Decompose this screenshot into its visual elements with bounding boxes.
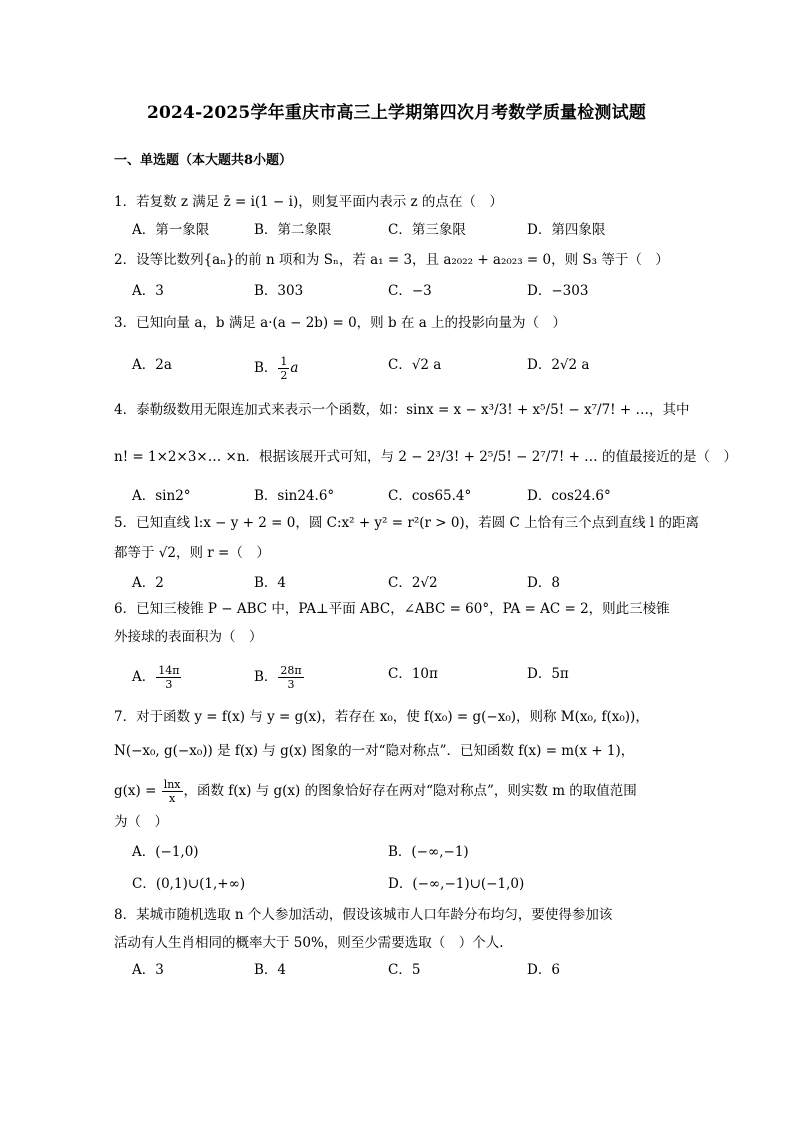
q8-option-d[interactable]: D．6 (527, 962, 560, 978)
section-heading: 一、单选题（本大题共8小题） (114, 153, 293, 168)
question-7-line-3: g(x) = $\frac{\ln x}{x}$ ，函数 f(x) 与 g(x) 的图象恰好存在两对“隐对称点”，则实数 m 的取值范围 (114, 778, 637, 805)
question-7-line-2: N(−x₀, g(−x₀)) 是 f(x) 与 g(x) 图象的一对“隐对称点”．已知函数 f(x) = m(x + 1)， (114, 743, 635, 759)
q4-option-c[interactable]: C．cos65.4° (388, 488, 472, 504)
q2-option-d[interactable]: D．−303 (527, 283, 589, 299)
q2-option-c[interactable]: C．−3 (388, 283, 432, 299)
question-3: 3．已知向量 a，b 满足 a·(a − 2b) = 0，则 b 在 a 上的投影向量为（ ） (114, 315, 567, 331)
q8-option-b[interactable]: B．4 (254, 962, 287, 978)
q6-option-b[interactable]: B． $\frac{28\pi}{3}$ (254, 664, 302, 691)
q3-b-fraction: $\frac{1}{2}$ (280, 355, 288, 382)
question-7-line-4: 为（ ） (114, 814, 168, 830)
q6-option-a[interactable]: A． $\frac{14\pi}{3}$ (132, 664, 180, 691)
q6-b-fraction: $\frac{28\pi}{3}$ (280, 664, 302, 691)
q6-option-c[interactable]: C．10π (388, 666, 438, 682)
q7-g-fraction: $\frac{\ln x}{x}$ (163, 778, 181, 805)
question-6-line-1: 6．已知三棱锥 P − ABC 中，PA⊥平面 ABC，∠ABC = 60°，PA = AC = 2，则此三棱锥 (114, 601, 670, 617)
q4-option-b[interactable]: B．sin24.6° (254, 488, 335, 504)
q2-option-a[interactable]: A．3 (132, 283, 164, 299)
q2-option-b[interactable]: B．303 (254, 283, 304, 299)
q3-option-c[interactable]: C．√2 a (388, 357, 442, 373)
q5-option-b[interactable]: B．4 (254, 575, 287, 591)
question-5-line-1: 5．已知直线 l:x − y + 2 = 0，圆 C:x² + y² = r²(r > 0)，若圆 C 上恰有三个点到直线 l 的距离 (114, 515, 700, 531)
q1-option-a[interactable]: A．第一象限 (132, 222, 210, 238)
question-7-line-1: 7．对于函数 y = f(x) 与 y = g(x)，若存在 x₀，使 f(x₀) = g(−x₀)，则称 M(x₀, f(x₀))， (114, 709, 649, 725)
q7-option-b[interactable]: B．(−∞,−1) (388, 844, 469, 860)
q1-option-b[interactable]: B．第二象限 (254, 222, 332, 238)
q8-option-c[interactable]: C．5 (388, 962, 421, 978)
q5-option-d[interactable]: D．8 (527, 575, 560, 591)
question-8-line-2: 活动有人生肖相同的概率大于 50%，则至少需要选取（ ）个人. (114, 935, 504, 951)
q4-option-a[interactable]: A．sin2° (132, 488, 191, 504)
page-title: 2024-2025学年重庆市高三上学期第四次月考数学质量检测试题 (146, 103, 647, 123)
q7-option-c[interactable]: C．(0,1)∪(1,+∞) (132, 876, 246, 892)
q5-option-a[interactable]: A．2 (132, 575, 164, 591)
q1-option-d[interactable]: D．第四象限 (527, 222, 606, 238)
question-4-line-1: 4．泰勒级数用无限连加式来表示一个函数，如：sinx = x − x³/3! + x⁵/5! − x⁷/7! + …，其中 (114, 402, 690, 418)
q6-a-fraction: $\frac{14\pi}{3}$ (158, 664, 180, 691)
q7-option-d[interactable]: D．(−∞,−1)∪(−1,0) (388, 876, 525, 892)
q4-option-d[interactable]: D．cos24.6° (527, 488, 611, 504)
q5-option-c[interactable]: C．2√2 (388, 575, 438, 591)
q3-option-d[interactable]: D．2√2 a (527, 357, 590, 373)
q3-option-b[interactable]: B． $\frac{1}{2}$ a (254, 355, 299, 382)
question-4-line-2: n! = 1×2×3×… ×n．根据该展开式可知，与 2 − 2³/3! + 2⁵/5! − 2⁷/7! + … 的值最接近的是（ ） (114, 449, 737, 465)
q3-option-a[interactable]: A．2a (132, 357, 172, 373)
q6-option-d[interactable]: D．5π (527, 666, 569, 682)
question-1: 1．若复数 z 满足 z̄ = i(1 − i)，则复平面内表示 z 的点在（ ） (114, 194, 503, 210)
q7-option-a[interactable]: A．(−1,0) (132, 844, 199, 860)
q1-option-c[interactable]: C．第三象限 (388, 222, 466, 238)
question-2: 2．设等比数列{aₙ}的前 n 项和为 Sₙ，若 a₁ = 3，且 a₂₀₂₂ + a₂₀₂₃ = 0，则 S₃ 等于（ ） (114, 252, 669, 268)
question-6-line-2: 外接球的表面积为（ ） (114, 629, 263, 645)
question-8-line-1: 8．某城市随机选取 n 个人参加活动，假设该城市人口年龄分布均匀，要使得参加该 (114, 907, 613, 923)
question-5-line-2: 都等于 √2，则 r =（ ） (114, 545, 270, 561)
q8-option-a[interactable]: A．3 (132, 962, 164, 978)
